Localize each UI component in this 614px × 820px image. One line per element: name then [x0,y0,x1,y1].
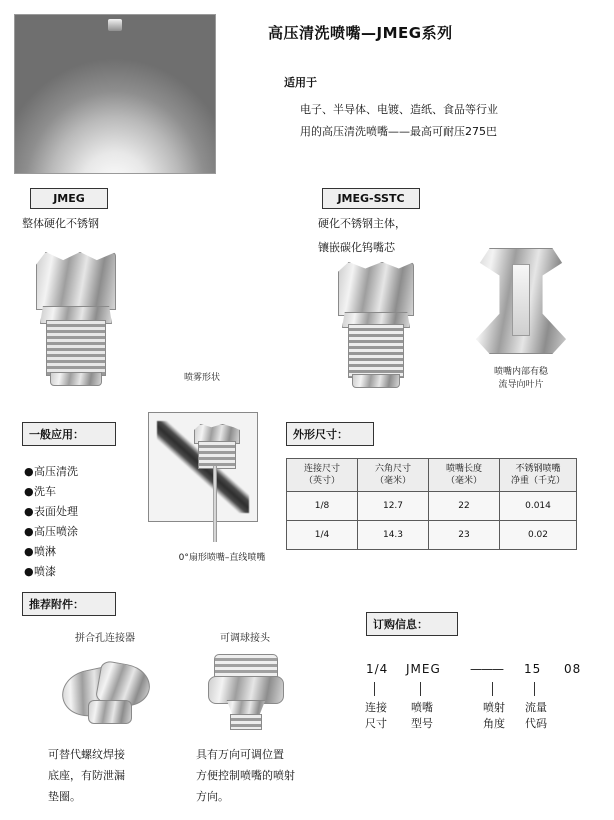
order-label-1-line2: 尺寸 [365,717,387,730]
order-label-3-line2: 角度 [483,717,505,730]
spray-pattern-caption: 喷雾形状 [183,373,220,383]
table-cell: 12.7 [358,492,429,521]
table-cell: 14.3 [358,521,429,550]
product-desc-jmeg-sstc-line1: 硬化不锈钢主体， [318,217,406,230]
spray-photo [14,14,216,174]
column-header [358,459,429,492]
list-item: ●高压清洗 [24,465,78,478]
order-tick-4 [534,682,535,696]
intro-line-1: 电子、半导体、电镀、造纸、食品等行业 [300,103,498,116]
list-item: ●高压喷涂 [24,525,78,538]
application-label: 高压清洗 [34,465,78,478]
accessory-1-desc-line2: 底座，有防泄漏 [48,769,125,782]
application-label: 表面处理 [34,505,78,518]
accessory-2-name: 可调球接头 [220,633,270,644]
table-row [287,492,577,521]
application-label: 高压喷涂 [34,525,78,538]
dimensions-table [286,458,577,550]
order-label-1 [356,700,396,732]
accessory-1-desc-line3: 垫圈。 [48,790,81,803]
product-desc-jmeg: 整体硬化不锈钢 [22,217,99,230]
list-item: ●洗车 [24,485,56,498]
straight-jet-caption: 0°扇形喷嘴–直线喷嘴 [178,553,266,563]
applications-title: 一般应用： [22,422,116,446]
order-code-4: 08 [564,662,582,676]
straight-jet-nozzle-image [186,424,246,544]
product-badge-jmeg: JMEG [30,188,108,209]
page-title: 高压清洗喷嘴—JMEG系列 [268,24,453,42]
table-row [287,521,577,550]
order-tick-2 [420,682,421,696]
order-label-2-line1: 喷嘴 [411,701,433,714]
applications-list [24,462,154,582]
adjustable-ball-joint-image [200,650,292,732]
split-hole-connector-image [58,660,154,726]
accessory-2-desc-line3: 方向。 [196,790,229,803]
spray-fan-graphic [40,29,190,173]
column-header-line1: 不锈钢喷嘴 [515,464,561,474]
list-item: ●喷淋 [24,545,56,558]
order-label-4-line2: 代码 [525,717,547,730]
application-label: 洗车 [34,485,56,498]
accessory-1-name: 拼合孔连接器 [75,633,135,644]
table-header-row [287,459,577,492]
accessory-1-description [48,744,125,807]
table-cell: 0.014 [500,492,577,521]
column-header [429,459,500,492]
cutaway-caption-line2: 流导向叶片 [498,380,544,390]
table-cell: 0.02 [500,521,577,550]
ordering-title: 订购信息： [366,612,458,636]
column-header-line2: （英寸） [303,476,340,486]
accessory-2-description [196,744,295,807]
order-label-3-line1: 喷射 [483,701,505,714]
column-header [500,459,577,492]
accessory-1-desc-line1: 可替代螺纹焊接 [48,748,125,761]
order-code-3: 15 [524,662,542,676]
column-header-line2: （毫米） [445,476,482,486]
jmeg-sstc-cutaway-image [466,248,576,358]
order-tick-1 [374,682,375,696]
order-label-2 [402,700,442,732]
intro-heading: 适用于 [284,76,317,89]
jmeg-nozzle-image [22,252,132,392]
table-cell: 1/4 [287,521,358,550]
cutaway-caption-line1: 喷嘴内部有稳 [493,367,548,377]
product-badge-jmeg-sstc: JMEG-SSTC [322,188,420,209]
column-header-line2: 净重（千克） [510,476,565,486]
product-desc-jmeg-sstc-line2: 镶嵌碳化钨嘴芯 [318,241,395,254]
application-label: 喷漆 [34,565,56,578]
order-label-4 [516,700,556,732]
column-header [287,459,358,492]
order-label-3 [474,700,514,732]
list-item: ●喷漆 [24,565,56,578]
order-tick-3 [492,682,493,696]
column-header-line1: 喷嘴长度 [445,464,482,474]
column-header-line1: 连接尺寸 [303,464,340,474]
table-cell: 1/8 [287,492,358,521]
table-cell: 22 [429,492,500,521]
intro-line-2: 用的高压清洗喷嘴——最高可耐压275巴 [300,125,497,138]
order-label-4-line1: 流量 [525,701,547,714]
order-code-2: ——— [470,662,503,676]
table-cell: 23 [429,521,500,550]
dimensions-table-wrap [286,458,577,550]
order-code-0: 1/4 [366,662,389,676]
order-label-1-line1: 连接 [365,701,387,714]
column-header-line1: 六角尺寸 [374,464,411,474]
list-item: ●表面处理 [24,505,78,518]
accessory-2-desc-line1: 具有万向可调位置 [196,748,284,761]
application-label: 喷淋 [34,545,56,558]
jmeg-sstc-nozzle-image [322,262,428,394]
order-label-2-line2: 型号 [411,717,433,730]
accessory-2-desc-line2: 方便控制喷嘴的喷射 [196,769,295,782]
dimensions-title: 外形尺寸： [286,422,374,446]
order-code-1: JMEG [406,662,441,676]
column-header-line2: （毫米） [374,476,411,486]
accessories-title: 推荐附件： [22,592,116,616]
